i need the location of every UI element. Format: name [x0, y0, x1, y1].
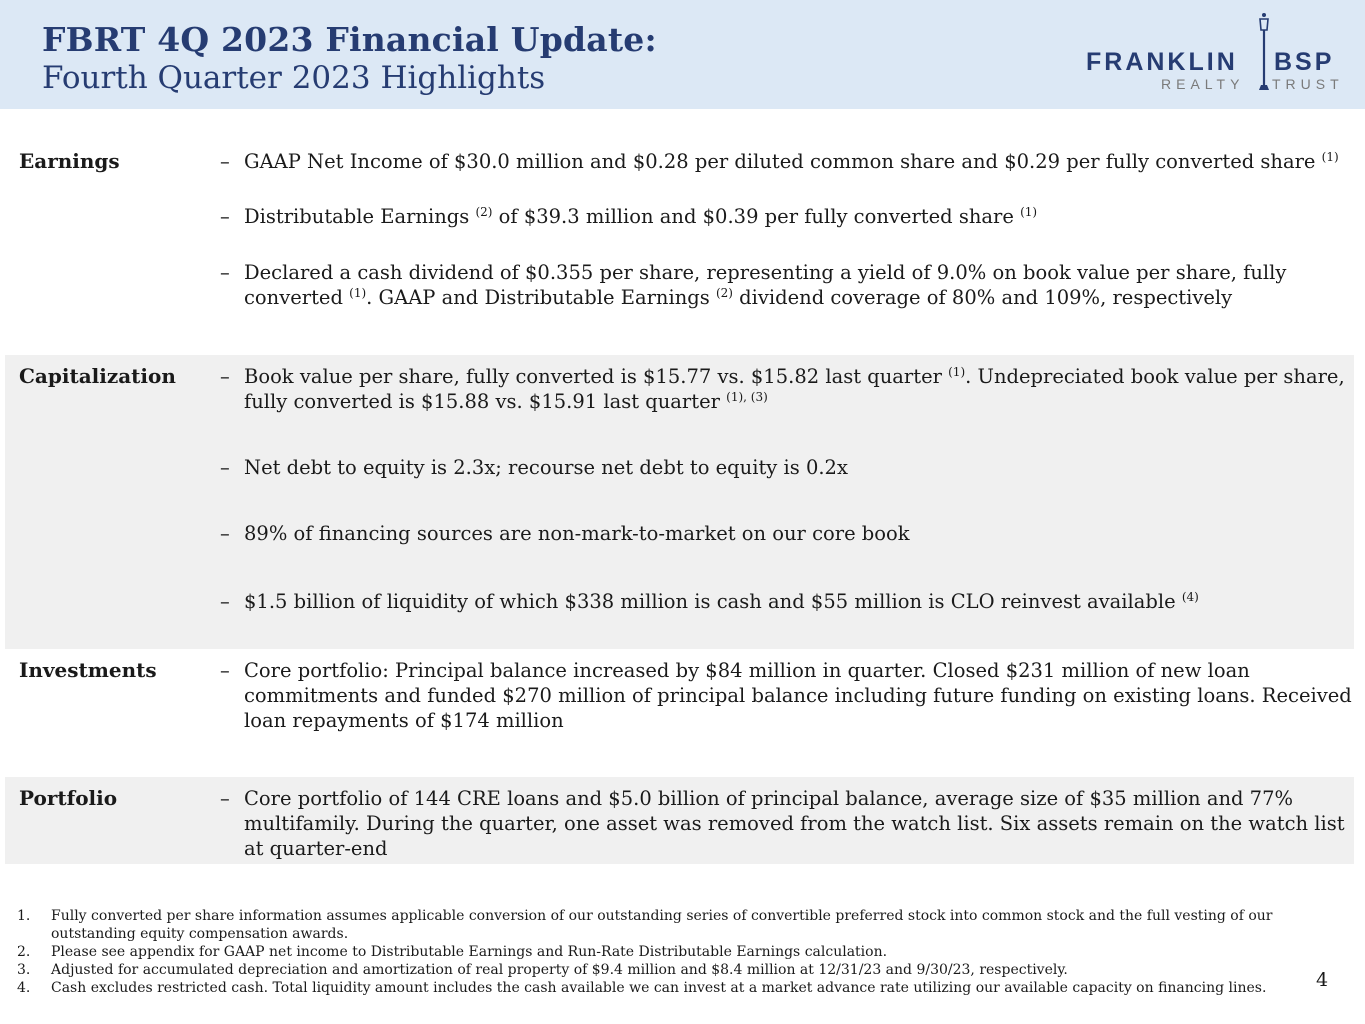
section-label-portfolio: Portfolio [19, 786, 118, 810]
section-capitalization: Capitalization – Book value per share, fully converted is $15.77 vs. $15.82 last quarter $^{(1)}$. Undepreciated book value per share, fully converted is $15.88 vs. $15.91 last quarter $^{(1), (3)}$ – Net debt to equity is 2.3x; recourse net debt to equity is 0.2x – 89% of financing sources are non-mark-to-market on our core book – $1.5 billion of liquidity of which $338 million is cash and $55 million is CLO reinvest available $^{(4)}$ [5, 355, 1354, 649]
section-portfolio: Portfolio – Core portfolio of 144 CRE loans and $5.0 billion of principal balance, average size of $35 million and 77% multifamily. During the quarter, one asset was removed from the watch list. Six assets remain on the watch list at quarter-end [5, 777, 1354, 864]
section-label-investments: Investments [19, 658, 157, 682]
section-investments: Investments – Core portfolio: Principal balance increased by $84 million in quarter. Closed $231 million of new loan commitments and funded $270 million of principal balance including future funding on existing loans. Received loan repayments of $174 million [19, 658, 1352, 732]
logo-tag-left: REALTY [1161, 76, 1245, 92]
footnote-item: 3. Adjusted for accumulated depreciation and amortization of real property of $9.4 million and $8.4 million at 12/31/23 and 9/30/23, respectively. [17, 962, 1068, 978]
footnote-item: 4. Cash excludes restricted cash. Total liquidity amount includes the cash available we can invest at a market advance rate utilizing our available capacity on financing lines. [17, 980, 1267, 996]
footnotes [17, 907, 1307, 997]
section-label-earnings: Earnings [19, 149, 120, 173]
franklin-bsp-logo [1082, 10, 1352, 96]
logo-name-right: BSP [1274, 48, 1335, 76]
footnote-item: 2. Please see appendix for GAAP net income to Distributable Earnings and Run-Rate Distributable Earnings calculation. [17, 944, 888, 960]
page-number: 4 [1316, 969, 1329, 991]
page-subtitle: Fourth Quarter 2023 Highlights [42, 60, 546, 96]
logo-tag-right: TRUST [1272, 76, 1344, 92]
section-label-capitalization: Capitalization [19, 364, 176, 388]
header-banner [0, 0, 1365, 109]
page-title: FBRT 4Q 2023 Financial Update: [42, 20, 657, 59]
footnote-item: 1. Fully converted per share information assumes applicable conversion of our outstanding series of convertible preferred stock into common stock and the full vesting of our outstanding equity compensation awards. [17, 908, 1273, 942]
logo-name-left: FRANKLIN [1086, 48, 1238, 76]
section-earnings: Earnings – GAAP Net Income of $30.0 million and $0.28 per diluted common share and $0.29 per fully converted share $^{(1)}$ – Distributable Earnings $^{(2)}$ of $39.3 million and $0.39 per fully converted share $^{(1)}$ – Declared a cash dividend of $0.355 per share, representing a yield of 9.0% on book value per share, fully converted $^{(1)}$. GAAP and Distributable Earnings $^{(2)}$ dividend coverage of 80% and 109%, respectively [19, 149, 1339, 309]
lamp-post-icon [1259, 13, 1269, 90]
